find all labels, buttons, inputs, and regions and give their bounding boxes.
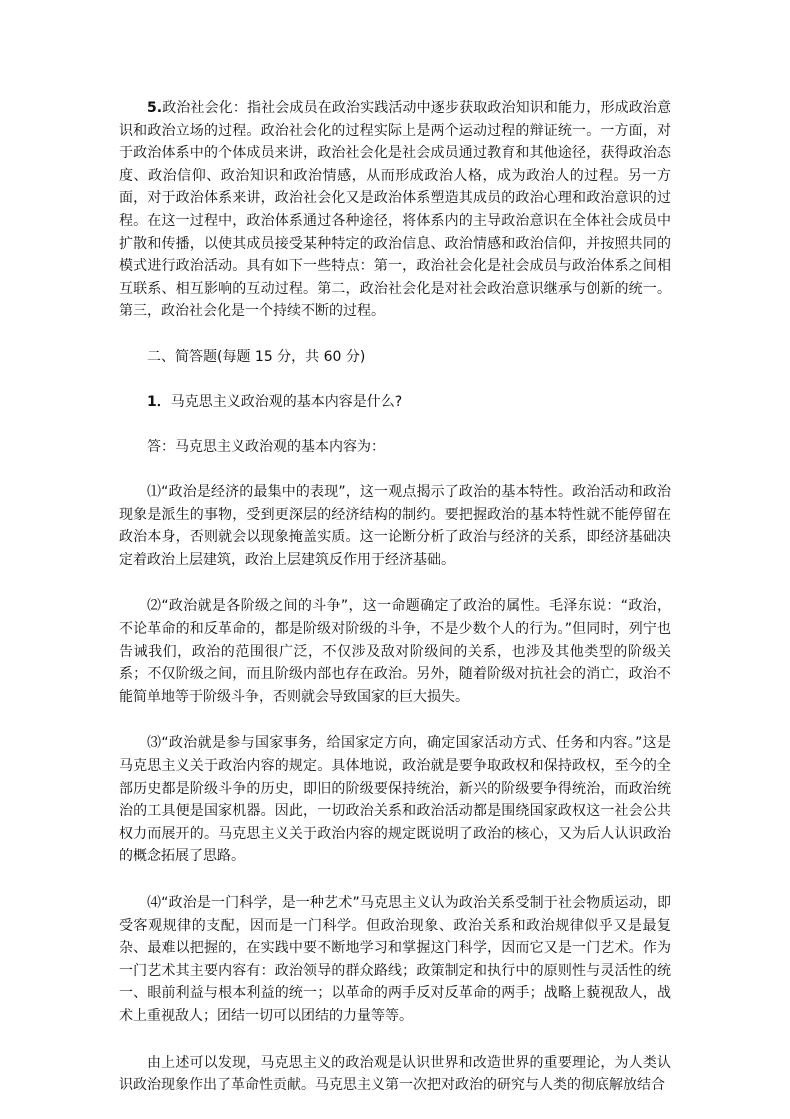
answer-point-4	[119, 892, 671, 1028]
question-text: 马克思主义政治观的基本内容是什么?	[170, 393, 403, 410]
definition-paragraph	[119, 97, 671, 323]
point-text: “政治就是各阶级之间的斗争”，这一命题确定了政治的属性。毛泽东说：“政治，不论革命的和反革命的，都是阶级对阶级的斗争，不是少数个人的行为。”但同时，列宁也告诫我们，政治的范围很广泛，不仅涉及敌对阶级间的关系，也涉及其他类型的阶级关系；不仅阶级之间，而且阶级内部也存在政治。另外，随着阶级对抗社会的消亡，政治不能简单地等于阶级斗争，否则就会导致国家的巨大损失。	[119, 598, 672, 705]
answer-point-3	[119, 732, 671, 868]
answer-intro: 答：马克思主义政治观的基本内容为：	[147, 438, 385, 455]
definition-number: 5.	[147, 100, 163, 116]
point-label: ⑶	[147, 735, 162, 752]
section-heading: 二、简答题(每题 15 分，共 60 分)	[147, 348, 366, 365]
answer-point-2	[119, 595, 671, 708]
point-label: ⑵	[147, 598, 162, 615]
conclusion-paragraph: 由上述可以发现，马克思主义的政治观是认识世界和改造世界的重要理论，为人类认识政治现象作出了革命性贡献。马克思主义第一次把对政治的研究与人类的彻底解放结合	[119, 1054, 671, 1094]
definition-text: 政治社会化：指社会成员在政治实践活动中逐步获取政治知识和能力，形成政治意识和政治立场的过程。政治社会化的过程实际上是两个运动过程的辩证统一。一方面，对于政治体系中的个体成员来讲，政治社会化是社会成员通过教育和其他途径，获得政治态度、政治信仰、政治知识和政治情感，从而形成政治人格，成为政治人的过程。另一方面，对于政治体系来讲，政治社会化又是政治体系塑造其成员的政治心理和政治意识的过程。在这一过程中，政治体系通过各种途径，将体系内的主导政治意识在全体社会成员中扩散和传播，以使其成员接受某种特定的政治信息、政治情感和政治信仰，并按照共同的模式进行政治活动。具有如下一些特点：第一，政治社会化是社会成员与政治体系之间相互联系、相互影响的互动过程。第二，政治社会化是对社会政治意识继承与创新的统一。第三，政治社会化是一个持续不断的过程。	[119, 100, 671, 320]
point-text: “政治就是参与国家事务，给国家定方向，确定国家活动方式、任务和内容。”这是马克思主义关于政治内容的规定。具体地说，政治就是要争取政权和保持政权，至今的全部历史都是阶级斗争的历史，即旧的阶级要保持统治，新兴的阶级要争得统治，而政治统治的工具便是国家机器。因此，一切政治关系和政治活动都是围绕国家政权这一社会公共权力而展开的。马克思主义关于政治内容的规定既说明了政治的核心，又为后人认识政治的概念拓展了思路。	[119, 735, 671, 865]
point-text: “政治是经济的最集中的表现”，这一观点揭示了政治的基本特性。政治活动和政治现象是派生的事物，受到更深层的经济结构的制约。要把握政治的基本特性就不能停留在政治本身，否则就会以现象掩盖实质。这一论断分析了政治与经济的关系，即经济基础决定着政治上层建筑，政治上层建筑反作用于经济基础。	[119, 484, 671, 568]
point-text: “政治是一门科学，是一种艺术”马克思主义认为政治关系受制于社会物质运动，即受客观规律的支配，因而是一门科学。但政治现象、政治关系和政治规律似乎又是最复杂、最难以把握的，在实践中要不断地学习和掌握这门科学，因而它又是一门艺术。作为一门艺术其主要内容有：政治领导的群众路线；政策制定和执行中的原则性与灵活性的统一、眼前利益与根本利益的统一；以革命的两手反对反革命的两手；战略上藐视敌人，战术上重视敌人；团结一切可以团结的力量等等。	[119, 895, 671, 1024]
point-label: ⑷	[147, 895, 162, 911]
answer-point-1	[119, 481, 671, 571]
point-label: ⑴	[147, 484, 162, 501]
question-number: 1．	[147, 393, 171, 410]
question-1	[119, 391, 671, 414]
document-page	[119, 97, 671, 1097]
